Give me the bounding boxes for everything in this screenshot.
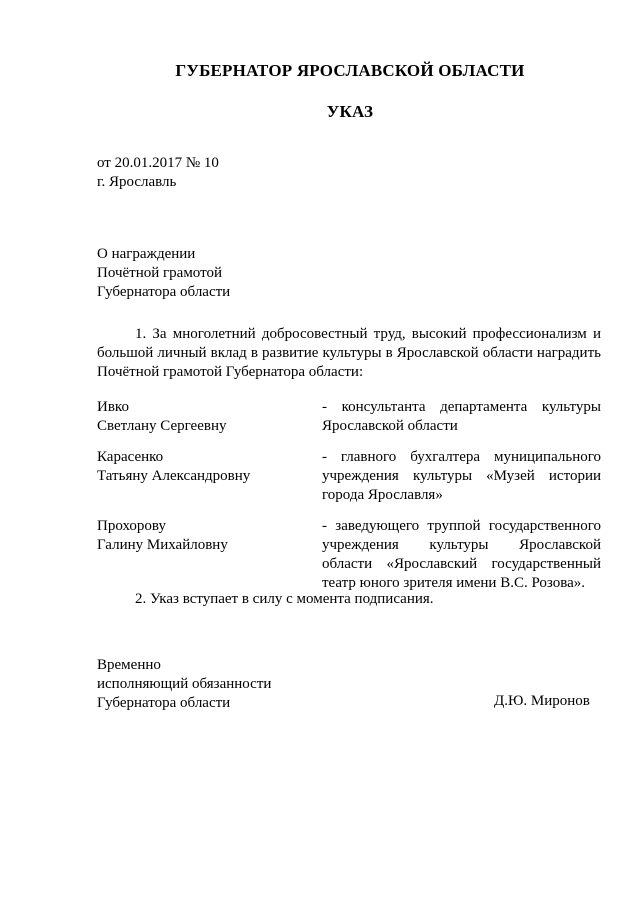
subject-line: Губернатора области	[97, 284, 231, 300]
awardee-name	[97, 517, 317, 555]
date-number: от 20.01.2017 № 10	[97, 155, 219, 171]
awardee-surname: Ивко	[97, 399, 129, 415]
awardee-name	[97, 398, 317, 436]
awardee-surname: Прохорову	[97, 518, 166, 534]
signature-title	[97, 656, 271, 713]
awardee-given-name: Галину Михайловну	[97, 537, 228, 553]
awardee-given-name: Светлану Сергеевну	[97, 418, 227, 434]
awardee-name	[97, 448, 317, 486]
document-meta	[97, 154, 219, 192]
awardee-position: - заведующего труппой государственного учреждения культуры Ярославской области «Ярославский государственный театр юного зрителя имени В.С. Розова».	[322, 518, 601, 591]
city: г. Ярославль	[97, 174, 177, 190]
awardee-given-name: Татьяну Александровну	[97, 468, 251, 484]
subject-line: Почётной грамотой	[97, 265, 222, 281]
point-1	[97, 325, 601, 382]
awardee-position: - консультанта департамента культуры Ярославской области	[322, 399, 601, 434]
awardee-surname: Карасенко	[97, 449, 164, 465]
document-type-heading: УКАЗ	[326, 102, 374, 121]
signer-name: Д.Ю. Миронов	[494, 693, 590, 709]
signature-title-line: Временно	[97, 657, 161, 673]
authority-heading: ГУБЕРНАТОР ЯРОСЛАВСКОЙ ОБЛАСТИ	[175, 61, 525, 80]
document-subject	[97, 245, 230, 302]
point-2: 2. Указ вступает в силу с момента подписания.	[135, 591, 434, 607]
signature-title-line: исполняющий обязанности	[97, 676, 272, 692]
awardee-position: - главного бухгалтера муниципального учреждения культуры «Музей истории города Ярославля»	[322, 449, 601, 503]
point-1-text: 1. За многолетний добросовестный труд, высокий профессионализм и большой личный вклад в развитие культуры в Ярославской области наградить Почётной грамотой Губернатора области:	[97, 326, 601, 380]
subject-line: О награждении	[97, 246, 196, 262]
signature-title-line: Губернатора области	[97, 695, 231, 711]
